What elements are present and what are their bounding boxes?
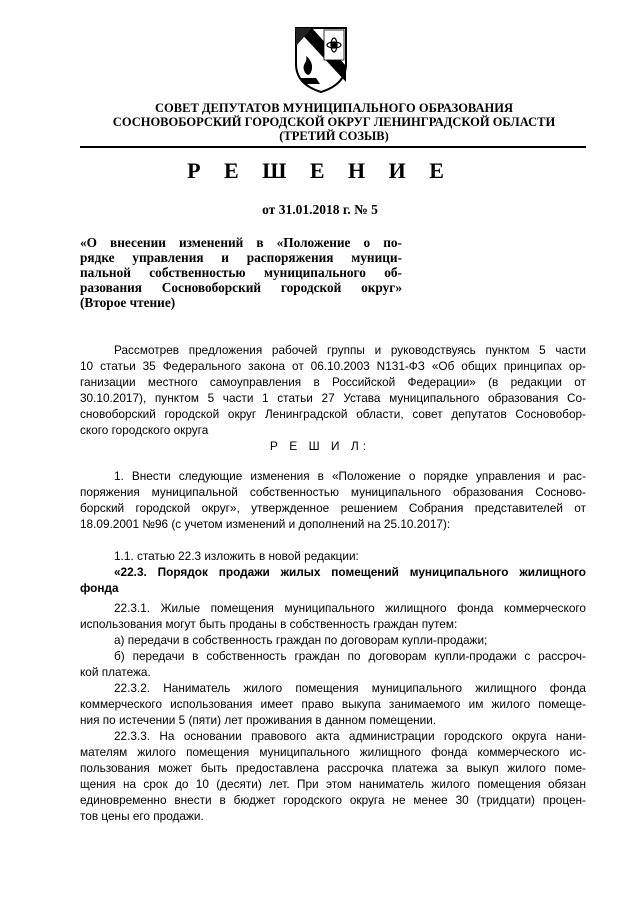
convocation-line: (ТРЕТИЙ СОЗЫВ) [279,129,389,143]
text-line: б) передачи в собственность граждан по договорам купли-продажи с рассроч- [114,649,586,663]
text-line: 30.10.2017), пунктом 5 части 1 статьи 27 Устава муниципального образования Со- [80,391,586,405]
text-line: 22.3.1. Жилые помещения муниципального жилищного фонда коммерческого [114,601,586,615]
subject-line: пальной собственностью муниципального об- [80,265,402,280]
text-line: 1. Внести следующие изменения в «Положение о порядке управления и рас- [114,469,586,483]
text-line: использования могут быть проданы в собственность граждан путем: [80,617,458,631]
item-1-1-paragraph [80,548,586,596]
text-line: ния по истечении 5 (пяти) лет проживания в данном помещении. [80,713,437,727]
subject-line: (Второе чтение) [80,295,176,310]
text-line: а) передачи в собственность граждан по договорам купли-продажи; [114,633,488,647]
council-name-line: СОВЕТ ДЕПУТАТОВ МУНИЦИПАЛЬНОГО ОБРАЗОВАНИЯ [155,101,513,115]
text-line: борский городской округ», утвержденное решением Собрания представителей от [80,501,586,515]
text-line: щения на срок до 10 (десяти) лет. При этом наниматель жилого помещения обязан [80,777,586,791]
text-line: сновоборский городской округ Ленинградской области, совет депутатов Сосновобор- [80,407,586,421]
document-title: Р Е Ш Е Н И Е [187,158,453,183]
text-line: ганизации местного самоуправления в Российской Федерации» (в редакции от [80,375,586,389]
subject-line: рядке управления и распоряжения муници- [80,250,402,265]
district-name-line: СОСНОВОБОРСКИЙ ГОРОДСКОЙ ОКРУГ ЛЕНИНГРАДСКОЙ ОБЛАСТИ [112,115,556,129]
text-line: 1.1. статью 22.3 изложить в новой редакции: [114,549,359,563]
text-line: пользования может быть предоставлена рассрочка платежа за выкуп жилого поме- [80,761,586,775]
text-line: мателям жилого помещения муниципального жилищного фонда коммерческого ис- [80,745,586,759]
text-line: кой платежа. [80,665,151,679]
text-line: поряжения муниципальной собственностью муниципального образования Сосново- [80,485,586,499]
coat-of-arms-icon [294,26,348,94]
text-line: единовременно внести в бюджет городского округа не менее 30 (тридцати) процен- [80,793,586,807]
text-line: 22.3.2. Наниматель жилого помещения муниципального жилищного фонда [114,681,586,695]
document-date-number: от 31.01.2018 г. № 5 [262,202,378,217]
text-line: 18.09.2001 №96 (с учетом изменений и дополнений на 25.10.2017): [80,517,451,531]
text-line: тов цены его продажи. [80,809,204,823]
text-line: коммерческого использования имеет право выкупа занимаемого им жилого помеще- [80,697,586,711]
text-line: Рассмотрев предложения рабочей группы и руководствуясь пунктом 5 части [114,343,586,357]
subject-line: разования Сосновоборский городской округ» [80,280,402,295]
subject-line: «О внесении изменений в «Положение о по- [80,235,402,250]
decision-subject [80,235,402,310]
header-divider [80,146,586,148]
text-line: 22.3.3. На основании правового акта администрации городского округа нани- [114,729,586,743]
text-line: ского городского округа [80,423,209,437]
item-1-paragraph [80,468,586,532]
decided-heading: Р Е Ш И Л: [269,439,371,453]
article-heading-line: фонда [80,581,119,595]
text-line: 10 статьи 35 Федерального закона от 06.10.2003 N131-ФЗ «Об общих принципах ор- [80,359,586,373]
preamble-paragraph [80,342,586,438]
article-heading-line: «22.3. Порядок продажи жилых помещений муниципального жилищного [114,565,586,579]
article-text [80,600,586,824]
